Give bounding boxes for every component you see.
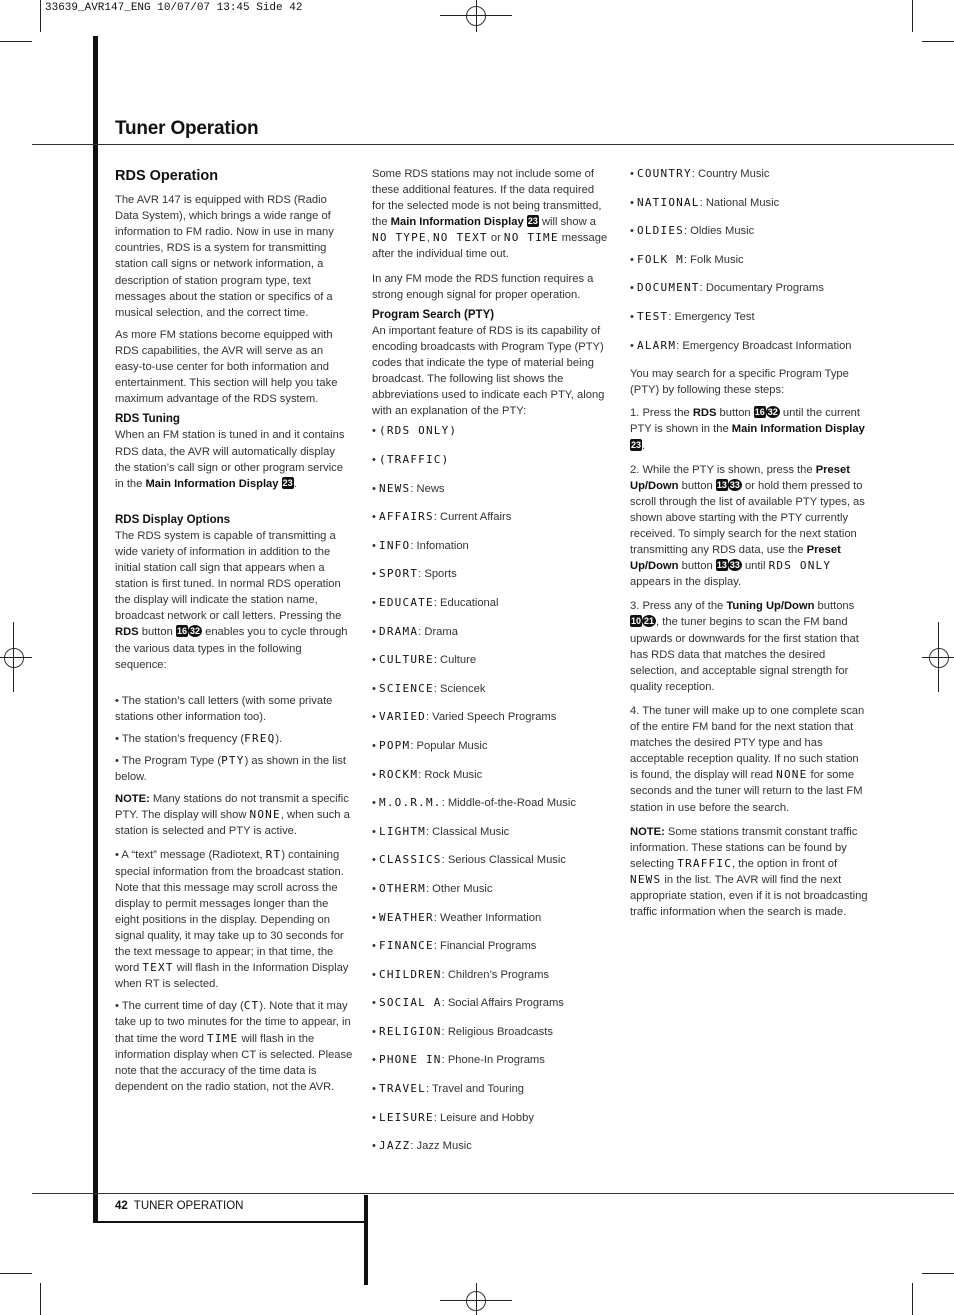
pty-code: CULTURE <box>379 653 434 667</box>
bullet <box>115 847 353 992</box>
pty-code: POPM <box>379 738 411 752</box>
bullet-glyph: • <box>372 511 380 524</box>
text: The RDS system is capable of transmitting a wide variety of information in addition to the initial station call sign that appears when a station is first tuned. In normal RDS operation the display will indicate the station name, broadcast network or call letters. Pressing the <box>115 529 342 623</box>
bold-text: RDS <box>115 626 139 639</box>
crop-mark <box>0 41 32 42</box>
bullet-glyph: • <box>372 425 380 438</box>
pty-item <box>372 1138 610 1167</box>
text: buttons <box>817 600 855 613</box>
text: will show a <box>541 216 597 229</box>
bullet-glyph: • <box>630 225 638 238</box>
registration-mark-icon <box>4 648 24 668</box>
bullet-glyph: • <box>630 310 638 323</box>
pty-item <box>372 566 610 595</box>
pty-code: JAZZ <box>379 1139 411 1153</box>
text: Many stations do not transmit a specific PTY. The display will show <box>115 793 349 822</box>
text: • A “text” message (Radiotext, <box>115 849 263 862</box>
text: will flash in the Information Display when RT is selected. <box>115 962 349 991</box>
callout-number: 10 <box>631 616 642 627</box>
text: or <box>490 232 501 245</box>
pty-description: : Other Music <box>425 882 493 895</box>
pty-code: OTHERM <box>379 881 426 895</box>
crop-mark <box>912 0 913 32</box>
display-code: FREQ <box>244 731 276 745</box>
pty-code: NEWS <box>379 481 411 495</box>
pty-item <box>630 252 868 281</box>
pty-item <box>372 538 610 567</box>
pty-code: TEST <box>637 309 669 323</box>
pty-description: : Classical Music <box>425 825 510 838</box>
display-code: TIME <box>207 1031 239 1045</box>
bullet-glyph: • <box>372 825 380 838</box>
text: • The station’s frequency ( <box>115 732 245 745</box>
bold-text: Tuning Up/Down <box>726 600 815 613</box>
display-code: CT <box>243 999 260 1013</box>
pty-code: OLDIES <box>637 224 684 238</box>
paragraph: An important feature of RDS is its capability of encoding broadcasts with Program Type (PTY) codes that indicate the type of material being broadcast. The following list shows the abbreviations used to indicate each PTY, along with an explanation of the PTY: <box>372 324 605 418</box>
pty-code: ROCKM <box>379 767 419 781</box>
text: , the tuner begins to scan the FM band upwards or downwards for the first station that has RDS data that matches the desired selection, and acceptable signal strength for quality reception. <box>630 616 859 693</box>
callout-number: 23 <box>282 477 293 488</box>
text: enables you to cycle through the various data types in the following sequence: <box>115 626 348 671</box>
paragraph <box>372 166 610 263</box>
pty-description: : Educational <box>433 596 499 609</box>
pty-description: : Serious Classical Music <box>441 854 566 867</box>
display-code: RDS ONLY <box>768 559 832 573</box>
bullet-glyph: • <box>630 339 638 352</box>
bold-text: Preset Up/Down <box>630 463 850 492</box>
pty-description: : Emergency Broadcast Information <box>676 339 852 352</box>
bullet-glyph: • <box>372 882 380 895</box>
pty-description: : Rock Music <box>418 768 483 781</box>
pty-item <box>372 738 610 767</box>
bold-text: Main Information Display <box>390 216 524 229</box>
pty-description: : Sports <box>418 568 457 581</box>
text: , the option in front of <box>732 857 838 870</box>
note-label: NOTE: <box>115 793 150 806</box>
pty-code: TRAVEL <box>379 1082 426 1096</box>
callout-number: 16 <box>176 626 187 637</box>
display-code: RT <box>265 848 282 862</box>
pty-code: EDUCATE <box>379 595 434 609</box>
bullet-glyph: • <box>372 911 380 924</box>
bullet-glyph: • <box>372 625 380 638</box>
pty-code: WEATHER <box>379 910 434 924</box>
callout-number: 13 <box>716 560 727 571</box>
paragraph: The AVR 147 is equipped with RDS (Radio Data System), which brings a wide range of information to FM radio. Now in use in many countries, RDS is a system for transmitting station call signs or network information, a description of station program type, text messages about the station or specifics of a musical selection, and the correct time. <box>115 194 334 319</box>
text: until the current PTY is shown in the <box>630 407 861 436</box>
text: Some stations transmit constant traffic information. These stations can be found by selecting <box>630 825 858 870</box>
pty-code: (TRAFFIC) <box>379 453 450 466</box>
bullet-glyph: • <box>630 168 638 180</box>
paragraph: You may search for a specific Program Type (PTY) by following these steps: <box>630 368 849 397</box>
pty-code: DRAMA <box>379 624 419 638</box>
bullet-glyph: • <box>372 1025 380 1038</box>
pty-description: : Financial Programs <box>433 940 537 953</box>
crop-mark <box>922 1273 954 1274</box>
pty-list <box>372 423 610 1166</box>
pty-code: VARIED <box>379 710 426 724</box>
pty-code: SOCIAL A <box>379 996 442 1010</box>
pty-item <box>372 481 610 510</box>
pty-code: DOCUMENT <box>637 281 700 295</box>
pty-item <box>372 624 610 653</box>
page-footer <box>115 1200 243 1212</box>
pty-code: SCIENCE <box>379 681 434 695</box>
callout-number: 32 <box>767 407 778 418</box>
pty-description: : Varied Speech Programs <box>425 711 557 724</box>
pty-code: LEISURE <box>379 1110 434 1124</box>
text: 2. While the PTY is shown, press the <box>630 463 813 476</box>
bullet-glyph: • <box>372 854 380 867</box>
column-2 <box>372 166 610 1167</box>
bullet-glyph: • <box>630 253 638 266</box>
bullet-glyph: • <box>372 596 380 609</box>
display-code: NO TEXT <box>432 231 488 245</box>
rds-operation-heading: RDS Operation <box>115 168 219 184</box>
footer-bar <box>364 1195 368 1285</box>
text: 3. Press any of the <box>630 600 724 613</box>
display-code: NO TIME <box>503 231 559 245</box>
bullet-glyph: • <box>372 482 380 495</box>
text: button <box>681 560 713 573</box>
bullet <box>115 731 353 747</box>
bullet-glyph: • <box>372 682 380 695</box>
pty-description: : National Music <box>699 196 780 209</box>
pty-description: : Weather Information <box>433 911 542 924</box>
bold-text: RDS <box>692 407 717 420</box>
text: • The Program Type ( <box>115 755 222 767</box>
pty-description: : Current Affairs <box>433 511 512 524</box>
crop-mark <box>40 1283 41 1315</box>
pty-code: ALARM <box>637 338 677 352</box>
pty-code: AFFAIRS <box>379 510 434 524</box>
text: When an FM station is tuned in and it contains RDS data, the AVR will automatically display the station’s call sign or other program service in the <box>115 429 345 490</box>
registration-line <box>0 657 32 658</box>
pty-item <box>372 423 610 452</box>
pty-item <box>630 223 868 252</box>
text: Some RDS stations may not include some of these additional features. If the data required for the selected mode is not being transmitted, the <box>372 168 602 229</box>
bullet-glyph: • <box>372 1083 380 1096</box>
bullet-glyph: • <box>372 711 380 724</box>
callout-number: 21 <box>644 616 655 627</box>
pty-code: CHILDREN <box>379 967 442 981</box>
pty-description: : News <box>410 482 445 495</box>
text: message after the individual time out. <box>372 232 608 261</box>
pty-item <box>372 852 610 881</box>
bold-text: Preset Up/Down <box>630 544 841 573</box>
bullet <box>115 753 353 785</box>
pty-description: : Drama <box>418 625 458 638</box>
pty-item <box>372 652 610 681</box>
text: button <box>141 626 173 639</box>
rds-tuning-heading: RDS Tuning <box>115 413 180 426</box>
column-3 <box>630 166 868 926</box>
callout-number: 13 <box>716 479 727 490</box>
paragraph: When an FM station is tuned in and it contains RDS data, the AVR will automatically display the station’s call sign or other program service in the Main Information Display 23. <box>115 429 345 490</box>
footer-underline <box>96 1221 366 1223</box>
bullet: • The station’s call letters (with some private stations other information too). <box>115 694 333 723</box>
text: button <box>719 407 751 420</box>
header-rule <box>32 144 954 145</box>
pty-list <box>630 166 868 366</box>
pty-description: : Popular Music <box>410 739 488 752</box>
pty-item <box>372 967 610 996</box>
program-search-heading: Program Search (PTY) <box>372 308 495 321</box>
text: , when such a station is selected and PTY is active. <box>115 809 350 838</box>
registration-line <box>938 622 939 692</box>
registration-line <box>476 0 477 32</box>
pty-item <box>630 166 868 195</box>
text: ) as shown in the list below. <box>115 755 346 784</box>
pty-code: FOLK M <box>637 252 684 266</box>
pty-code: LIGHTM <box>379 824 426 838</box>
text: for some seconds and the tuner will return to the last FM station in use before the search. <box>630 769 863 814</box>
paragraph: As more FM stations become equipped with RDS capabilities, the AVR will serve as an easy-to-use center for both information and entertainment. This section will help you take maximum advantage of the RDS system. <box>115 328 338 406</box>
note <box>115 791 353 839</box>
pty-item <box>372 509 610 538</box>
pty-description: : Emergency Test <box>668 310 755 323</box>
crop-mark <box>0 1273 32 1274</box>
note <box>630 824 868 921</box>
callout-number: 23 <box>527 216 538 227</box>
bullet-glyph: • <box>372 454 380 466</box>
pty-item <box>372 1052 610 1081</box>
display-code: NONE <box>249 808 281 822</box>
text: 4. The tuner will make up to one complete scan of the entire FM band for the next station that matches the desired PTY type and has acceptable reception quality. If no such station is found, the display will read <box>630 704 865 782</box>
pty-item <box>372 595 610 624</box>
display-code: NEWS <box>630 872 662 886</box>
bullet-glyph: • <box>372 539 380 552</box>
callout-number: 33 <box>729 479 740 490</box>
bullet-glyph: • <box>372 997 380 1010</box>
display-code: NO TYPE <box>372 231 427 245</box>
pty-code: INFO <box>379 538 411 552</box>
display-code: TRAFFIC <box>677 856 733 870</box>
page-number: 42 <box>115 1200 128 1212</box>
bullet-glyph: • <box>372 654 380 667</box>
pty-item <box>372 824 610 853</box>
bullet-glyph: • <box>372 568 380 581</box>
pty-description: : Folk Music <box>683 253 744 266</box>
pty-item <box>372 767 610 796</box>
bullet-glyph: • <box>372 739 380 752</box>
pty-item <box>372 910 610 939</box>
pty-item <box>630 280 868 309</box>
text: • The current time of day ( <box>115 1000 244 1013</box>
pty-item <box>630 309 868 338</box>
pty-code: (RDS ONLY) <box>379 424 458 438</box>
pty-code: PHONE IN <box>379 1053 442 1067</box>
pty-code: FINANCE <box>379 939 434 953</box>
text: ). <box>275 732 283 745</box>
text: ). Note that it may take up to two minutes for the time to appear, in that time the word <box>115 1000 351 1045</box>
step <box>630 703 868 816</box>
step <box>630 462 868 591</box>
pty-description: : Jazz Music <box>410 1140 472 1153</box>
pty-item <box>372 1110 610 1139</box>
column-1 <box>115 166 353 1101</box>
pty-description: : Country Music <box>691 168 770 180</box>
step <box>630 598 868 695</box>
text: until <box>744 560 766 573</box>
text: , <box>426 232 430 245</box>
pty-description: : Children’s Programs <box>441 968 549 981</box>
pty-item <box>372 452 610 481</box>
text: appears in the display. <box>630 576 742 589</box>
display-code: NONE <box>776 768 808 782</box>
bullet-glyph: • <box>372 940 380 953</box>
bold-text: Main Information Display <box>145 477 279 490</box>
bullet-glyph: • <box>630 196 638 209</box>
printer-slug: 33639_AVR147_ENG 10/07/07 13:45 Side 42 <box>45 2 303 14</box>
text: ) containing special information from the broadcast station. Note that this message may scroll across the display to permit messages longer than the eight positions in the display. Depending on signal quality, it may take up to 30 seconds for the text message to appear; in that time, the word <box>115 849 344 975</box>
registration-line <box>13 622 14 692</box>
pty-description: : Leisure and Hobby <box>433 1111 534 1124</box>
pty-code: CLASSICS <box>379 853 442 867</box>
footer-rule <box>32 1193 954 1194</box>
bullet-glyph: • <box>372 968 380 981</box>
pty-item <box>372 938 610 967</box>
pty-description: : Documentary Programs <box>699 282 824 295</box>
text: 1. Press the <box>630 407 690 420</box>
text: or hold them pressed to scroll through the list of available PTY types, as shown above starting with the PTY currently received. To simply search for the next station transmitting any RDS data, use the <box>630 479 865 557</box>
paragraph <box>115 528 353 673</box>
crop-mark <box>912 1283 913 1315</box>
pty-item <box>372 795 610 824</box>
callout-number: 33 <box>729 560 740 571</box>
pty-description: : Phone-In Programs <box>441 1054 545 1067</box>
pty-item <box>630 195 868 224</box>
bullet-glyph: • <box>630 282 638 295</box>
callout-number: 32 <box>189 626 200 637</box>
pty-description: : Oldies Music <box>683 225 755 238</box>
display-code: TEXT <box>142 961 174 975</box>
display-code: PTY <box>221 754 245 767</box>
page-title: Tuner Operation <box>115 118 259 139</box>
pty-code: COUNTRY <box>637 167 692 180</box>
pty-item <box>372 995 610 1024</box>
bullet-glyph: • <box>372 1054 380 1067</box>
pty-code: M.O.R.M. <box>379 796 442 810</box>
pty-description: : Sciencek <box>433 682 486 695</box>
margin-bar <box>93 36 98 1223</box>
pty-description: : Social Affairs Programs <box>441 997 564 1010</box>
bullet-glyph: • <box>372 768 380 781</box>
bold-text: Main Information Display <box>731 423 865 436</box>
pty-description: : Infomation <box>410 539 469 552</box>
pty-item <box>372 681 610 710</box>
pty-item <box>372 881 610 910</box>
callout-number: 16 <box>754 407 765 418</box>
registration-line <box>476 1283 477 1315</box>
rds-display-options-heading: RDS Display Options <box>115 513 231 526</box>
pty-item <box>372 1024 610 1053</box>
text: in the list. The AVR will find the next appropriate station, even if it is not broadcasting traffic information when the search is made. <box>630 873 868 919</box>
pty-description: : Religious Broadcasts <box>441 1025 553 1038</box>
registration-mark-icon <box>929 648 949 668</box>
crop-mark <box>922 41 954 42</box>
pty-code: RELIGION <box>379 1024 442 1038</box>
footer-label: TUNER OPERATION <box>133 1200 244 1212</box>
pty-item <box>630 338 868 367</box>
crop-mark <box>40 0 41 32</box>
text: button <box>681 479 713 492</box>
pty-item <box>372 1081 610 1110</box>
bullet-glyph: • <box>372 1111 380 1124</box>
paragraph: In any FM mode the RDS function requires a strong enough signal for proper operation. <box>372 272 594 301</box>
pty-description: : Middle-of-the-Road Music <box>441 797 576 810</box>
pty-description: : Culture <box>433 654 477 667</box>
text: will flash in the information display when CT is selected. Please note that the accuracy of the time data is dependent on the radio station, not the AVR. <box>115 1032 353 1093</box>
pty-code: NATIONAL <box>637 195 700 209</box>
note-label: NOTE: <box>630 825 665 838</box>
bullet <box>115 998 353 1095</box>
pty-item <box>372 709 610 738</box>
bullet-glyph: • <box>372 1140 380 1153</box>
callout-number: 23 <box>631 439 642 450</box>
step: 1. Press the RDS button 16 32 until the current PTY is shown in the Main Information Display 23. <box>630 407 865 452</box>
bullet-glyph: • <box>372 797 380 810</box>
pty-description: : Travel and Touring <box>425 1083 525 1096</box>
pty-code: SPORT <box>379 567 419 581</box>
